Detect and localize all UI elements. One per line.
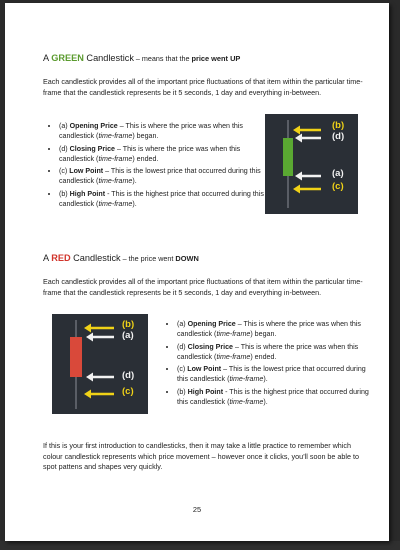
green-candle-body xyxy=(283,138,293,176)
green-intro-paragraph: Each candlestick provides all of the important price fluctuations of that item within the particular time-frame that the candlestick represents be it 5 seconds, 1 day and everything in-between. xyxy=(43,77,363,97)
arrow-a xyxy=(86,333,114,342)
bullet-item xyxy=(59,189,269,209)
green-bullet-list xyxy=(43,121,269,211)
bullet-desc: – This is the lowest price that occurred during this candlestick ( xyxy=(59,167,261,185)
heading-bold: DOWN xyxy=(175,254,199,263)
arrow-a xyxy=(295,172,321,181)
bullet-desc: – This is where the price was when this candlestick ( xyxy=(59,144,241,163)
heading-color-word: GREEN xyxy=(51,53,84,63)
bullet-term: High Point xyxy=(187,387,224,396)
bullet-end: ) began. xyxy=(132,132,159,140)
bullet-end: ). xyxy=(263,397,268,406)
bullet-term: Closing Price xyxy=(187,342,233,351)
bullet-desc: - This is the highest price that occurred during this candlestick ( xyxy=(59,189,264,208)
bullet-timeframe: time-frame xyxy=(98,177,133,185)
red-section-heading xyxy=(43,253,199,263)
bullet-tag: (a) xyxy=(59,122,70,130)
bullet-term: Closing Price xyxy=(69,144,115,153)
bullet-term: Low Point xyxy=(187,365,222,373)
bullet-timeframe: time-frame xyxy=(216,352,251,361)
red-bullet-list xyxy=(161,319,377,409)
bullet-term: High Point xyxy=(69,189,106,198)
label-b: (b) xyxy=(122,319,135,330)
viewer-frame-bottom xyxy=(0,541,400,550)
bullet-tag: (b) xyxy=(59,189,70,198)
closing-paragraph: If this is your first introduction to candlesticks, then it may take a little practice to remember which colour candlestick represents which price movement – however once it clicks, you’ll soon be able to spot pattens and shapes very quickly. xyxy=(43,441,360,471)
bullet-desc: – This is the lowest price that occurred during this candlestick ( xyxy=(177,365,366,383)
bullet-end: ) began. xyxy=(250,330,277,338)
bullet-timeframe: time-frame xyxy=(98,199,133,208)
bullet-item xyxy=(59,144,269,164)
bullet-timeframe: time-frame xyxy=(229,375,264,383)
label-b: (b) xyxy=(332,120,345,131)
bullet-timeframe: time-frame xyxy=(98,132,133,140)
heading-rest: Candlestick xyxy=(83,53,134,63)
heading-rest: Candlestick xyxy=(70,253,121,263)
bullet-term: Low Point xyxy=(69,167,104,175)
bullet-tag: (b) xyxy=(177,387,188,396)
label-d: (d) xyxy=(122,370,135,381)
arrow-d xyxy=(295,134,321,143)
bullet-end: ). xyxy=(263,375,268,383)
arrow-c xyxy=(293,185,321,194)
label-a: (a) xyxy=(122,330,134,341)
bullet-timeframe: time-frame xyxy=(229,397,264,406)
label-c: (c) xyxy=(122,386,134,397)
bullet-term: Opening Price xyxy=(69,122,118,130)
arrow-c xyxy=(84,390,114,399)
red-intro-paragraph: Each candlestick provides all of the important price fluctuations of that item within the particular time-frame that the candlestick represents be it 5 seconds, 1 day and everything in-between. xyxy=(43,277,363,297)
heading-prefix: A xyxy=(43,53,52,63)
bullet-item xyxy=(59,121,269,141)
bullet-end: ) ended. xyxy=(132,154,159,163)
bullet-desc: – This is where the price was when this candlestick ( xyxy=(177,342,359,361)
bullet-timeframe: time-frame xyxy=(216,330,251,338)
green-candlestick-image xyxy=(265,114,358,214)
bullet-tag: (c) xyxy=(177,365,188,373)
arrow-b xyxy=(293,126,321,135)
heading-color-word: RED xyxy=(51,253,71,263)
bullet-end: ). xyxy=(132,199,137,208)
bullet-end: ) ended. xyxy=(250,352,277,361)
bullet-desc: – This is where the price was when this candlestick ( xyxy=(59,122,243,140)
bullet-item xyxy=(59,166,269,186)
label-d: (d) xyxy=(332,131,345,142)
viewer-frame-right xyxy=(389,0,400,550)
green-section-heading xyxy=(43,53,240,63)
bullet-item xyxy=(177,387,377,407)
bullet-term: Opening Price xyxy=(187,320,236,328)
bullet-tag: (c) xyxy=(59,167,70,175)
bullet-timeframe: time-frame xyxy=(98,154,133,163)
label-a: (a) xyxy=(332,168,344,179)
bullet-desc: - This is the highest price that occurred during this candlestick ( xyxy=(177,387,369,406)
bullet-desc: – This is where the price was when this candlestick ( xyxy=(177,320,361,338)
red-candle-body xyxy=(70,337,82,377)
page-number: 25 xyxy=(192,505,202,514)
document-page xyxy=(5,3,389,541)
red-candlestick-image xyxy=(52,314,148,414)
bullet-tag: (d) xyxy=(177,342,188,351)
heading-dash: – the price went xyxy=(120,254,176,263)
bullet-tag: (a) xyxy=(177,320,188,328)
arrow-d xyxy=(86,373,114,382)
bullet-tag: (d) xyxy=(59,144,70,153)
heading-dash: – means that the xyxy=(133,54,192,63)
bullet-item xyxy=(177,319,377,339)
heading-bold: price went UP xyxy=(191,54,241,63)
bullet-item xyxy=(177,364,377,384)
label-c: (c) xyxy=(332,181,344,192)
arrow-b xyxy=(84,324,114,333)
bullet-item xyxy=(177,342,377,362)
heading-prefix: A xyxy=(43,253,52,263)
bullet-end: ). xyxy=(132,177,137,185)
